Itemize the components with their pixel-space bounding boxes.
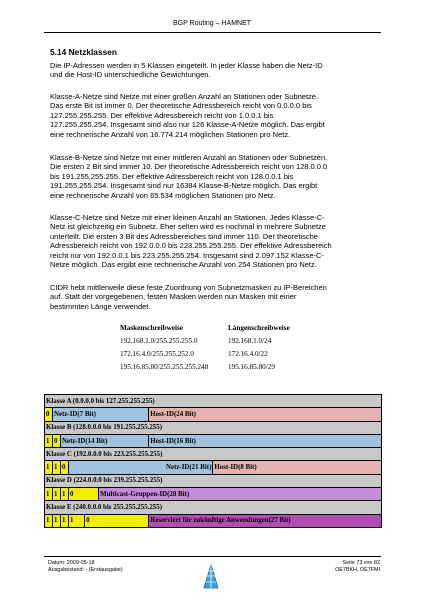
length-header: Längenschreibweise <box>228 323 290 332</box>
class-bit: 0 <box>69 488 99 501</box>
class-a-title-row <box>45 395 382 408</box>
class-a-bit-row <box>45 408 382 421</box>
mask-row <box>120 347 290 360</box>
text-line: auf. Statt der vorgegebenen, festen Masken werden nun Masken mit einer <box>50 292 297 302</box>
class-b-paragraph <box>50 153 380 200</box>
class-bit: 0 <box>53 434 61 447</box>
text-line: Klasse-A-Netze sind Netze mit einer großen Anzahl an Stationen oder Subnetze. <box>50 92 319 101</box>
class-bit: 1 <box>45 514 53 527</box>
class-b-bit-row <box>45 434 382 447</box>
text-line: bestimmten Länge verwendet. <box>50 301 151 311</box>
class-bit: 0 <box>61 461 69 474</box>
class-bit: 1 <box>61 488 69 501</box>
class-bit: 0 <box>85 514 149 527</box>
text-line: und die Host-ID unterschiedliche Gewichtungen. <box>50 70 211 80</box>
text-line: reicht nur von 192.0.0.1 bis 223.255.255.254. Insgesamt sind 2.097.152 Klasse-C- <box>50 250 324 260</box>
text-line: bis 191.255.255.255. Der effektive Adressbereich reicht von 128.0.0.1 bis <box>50 171 294 181</box>
host-id-field: Host-ID(16 Bit) <box>149 434 382 447</box>
class-c-bit-row <box>45 461 382 474</box>
mask-row <box>120 360 290 373</box>
text-line: 191.255.255.254. Insgesamt sind nur 16384 Klasse-B-Netze möglich. Das ergibt <box>50 181 318 191</box>
footer-left <box>48 560 123 573</box>
mask-row <box>120 334 290 347</box>
intro-paragraph <box>50 61 380 80</box>
net-id-field: Netz-ID(7 Bit) <box>53 408 149 421</box>
mask-table <box>120 321 290 373</box>
text-line: eine rechnerische Anzahl von 65.534 möglichen Stationen pro Netz. <box>50 190 276 200</box>
length-notation: 195.16.85.80/29 <box>228 362 275 371</box>
section-heading: 5.14 Netzklassen <box>50 47 118 57</box>
footer-edition: Ausgabestand: - (Erstausgabe) <box>48 566 123 573</box>
text-line: Netz ist gleichzeitig ein Subnetz. Eher selten wird es nochmal in mehrere Subnetze <box>50 222 326 232</box>
text-line: Das erste Bit ist immer 0. Der theoretische Adressbereich reicht von 0.0.0.0 bis <box>50 101 312 111</box>
mask-header: Maskenschreibweise <box>120 323 183 332</box>
class-bit: 1 <box>45 461 53 474</box>
text-line: Adressbereich reicht von 192.0.0.0 bis 223.255.255.255. Der effektive Adressbereich <box>50 241 332 251</box>
class-bit: 1 <box>53 461 61 474</box>
class-bit: 1 <box>53 488 61 501</box>
page-header-title: BGP Routing – HAMNET <box>172 20 252 27</box>
class-bit: 1 <box>69 514 85 527</box>
class-bit: 1 <box>61 514 69 527</box>
class-bit: 1 <box>53 514 61 527</box>
host-id-field: Host-ID(24 Bit) <box>149 408 382 421</box>
class-e-title: Klasse E (240.0.0.0 bis 255.255.255.255) <box>45 501 382 514</box>
length-notation: 192.168.1.0/24 <box>228 336 272 345</box>
class-bit: 1 <box>45 488 53 501</box>
text-line: 127.255.255.255. Der effektive Adressbereich reicht von 1.0.0.1 bis <box>50 110 274 120</box>
text-line: eine rechnerische Anzahl von 16.774.214 möglichen Stationen pro Netz. <box>50 129 291 139</box>
class-e-title-row <box>45 501 382 514</box>
class-a-title: Klasse A (0.0.0.0 bis 127.255.255.255) <box>45 395 382 408</box>
footer-date: Datum: 2009-05-18 <box>48 560 95 566</box>
class-a-paragraph <box>50 92 380 139</box>
class-d-title-row <box>45 474 382 487</box>
class-c-paragraph <box>50 213 380 269</box>
reserved-field: Reserviert für zukünftige Anwendungen(27 Bit) <box>149 514 382 527</box>
length-notation: 172.16.4.0/22 <box>228 349 268 358</box>
antenna-logo-icon <box>203 563 219 589</box>
mask-notation: 195.16.85.80/255.255.255.248 <box>120 362 209 371</box>
class-d-bit-row <box>45 488 382 501</box>
mask-notation: 192.168.1.0/255.255.255.0 <box>120 336 198 345</box>
class-d-title: Klasse D (224.0.0.0 bis 239.255.255.255) <box>45 474 382 487</box>
footer-divider <box>44 556 381 557</box>
class-e-bit-row <box>45 514 382 527</box>
cidr-paragraph <box>50 283 380 311</box>
footer-page: Seite 73 von 82 <box>342 560 380 566</box>
class-bit: 0 <box>45 408 53 421</box>
class-c-title-row <box>45 448 382 461</box>
footer-authors: OE7BKH, OE7FMI <box>335 566 380 573</box>
net-id-field: Netz-ID(14 Bit) <box>61 434 149 447</box>
class-b-title-row <box>45 421 382 434</box>
net-id-field: Netz-ID(21 Bit) <box>69 461 213 474</box>
text-line: Klasse-C-Netze sind Netze mit einer kleinen Anzahl an Stationen. Jedes Klasse-C- <box>50 213 325 222</box>
host-id-field: Host-ID(8 Bit) <box>213 461 382 474</box>
class-bit: 1 <box>45 434 53 447</box>
text-line: CIDR hebt mittlerweile diese feste Zuordnung von Subnetzmasken zu IP-Bereichen <box>50 283 327 292</box>
text-line: Netze möglich. Das ergibt eine rechnerische Anzahl von 254 Stationen pro Netz. <box>50 260 317 270</box>
text-line: unterteilt. Die ersten 3 Bit des Adressbereiches sind immer 110. Der theoretische <box>50 231 318 241</box>
class-c-title: Klasse C (192.0.0.0 bis 223.255.255.255) <box>45 448 382 461</box>
text-line: Die IP-Adressen werden in 5 Klassen eingeteilt. In jeder Klasse haben die Netz-ID <box>50 61 323 70</box>
footer-right <box>335 560 380 573</box>
multicast-group-id-field: Multicast-Gruppen-ID(28 Bit) <box>99 488 382 501</box>
network-class-table <box>44 394 382 528</box>
text-line: 127.255.255.254. Insgesamt sind also nur 126 Klasse-A-Netze möglich. Das ergibt <box>50 120 325 130</box>
header-divider <box>44 32 381 33</box>
mask-table-header <box>120 321 290 334</box>
class-b-title: Klasse B (128.0.0.0 bis 191.255.255.255) <box>45 421 382 434</box>
text-line: Klasse-B-Netze sind Netze mit einer mittleren Anzahl an Stationen oder Subnetzen. <box>50 153 328 162</box>
mask-notation: 172.16.4.0/255.255.252.0 <box>120 349 194 358</box>
text-line: Die ersten 2 Bit sind immer 10. Der theoretische Adressbereich reicht von 128.0.0.0 <box>50 162 328 172</box>
